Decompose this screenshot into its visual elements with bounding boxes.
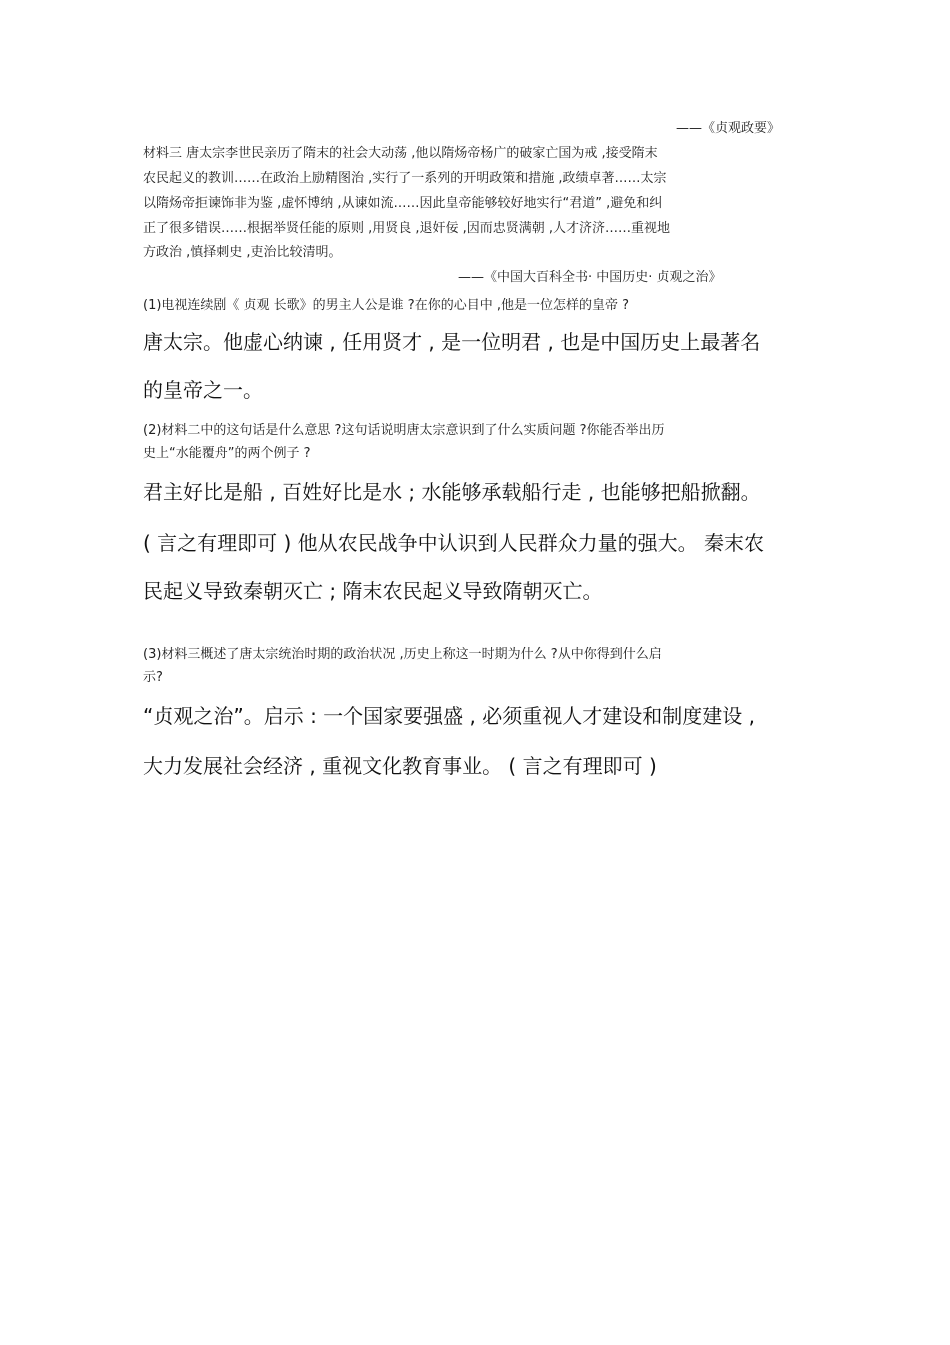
material-line: 正了很多错误……根据举贤任能的原则 ,用贤良 ,退奸佞 ,因而忠贤满朝 ,人才济济……重视地 (143, 221, 671, 236)
question-text: (3)材料三概述了唐太宗统治时期的政治状况 ,历史上称这一时期为什么 ?从中你得到什么启 (143, 647, 662, 662)
question-text: (2)材料二中的这句话是什么意思 ?这句话说明唐太宗意识到了什么实质问题 ?你能否举出历 (143, 423, 665, 438)
question-text: 史上“水能覆舟”的两个例子 ? (143, 446, 311, 461)
material-line: 材料三 唐太宗李世民亲历了隋末的社会大动荡 ,他以隋炀帝杨广的破家亡国为戒 ,接受隋末 (143, 146, 658, 161)
source-citation-zhenguan-zhengyao: ——《贞观政要》 (676, 121, 781, 136)
answer-line: ( 言之有理即可 ) 他从农民战争中认识到人民群众力量的强大。 秦末农 (143, 531, 765, 555)
answer-line: 民起义导致秦朝灭亡 ; 隋末农民起义导致隋朝灭亡。 (143, 579, 603, 603)
answer-line: 唐太宗。他虚心纳谏 , 任用贤才 , 是一位明君 , 也是中国历史上最著名 (143, 330, 761, 354)
answer-line: “贞观之治”。启示 : 一个国家要强盛 , 必须重视人才建设和制度建设 , (143, 704, 755, 728)
source-citation-encyclopedia: ——《中国大百科全书· 中国历史· 贞观之治》 (458, 270, 722, 285)
answer-line: 大力发展社会经济 , 重视文化教育事业。 ( 言之有理即可 ) (143, 754, 657, 778)
answer-line: 的皇帝之一。 (143, 378, 263, 402)
material-line: 方政治 ,慎择刺史 ,吏治比较清明。 (143, 245, 342, 260)
material-line: 农民起义的教训……在政治上励精图治 ,实行了一系列的开明政策和措施 ,政绩卓著……太宗 (143, 171, 667, 186)
material-line: 以隋炀帝拒谏饰非为鉴 ,虚怀博纳 ,从谏如流……因此皇帝能够较好地实行“君道” ,避免和纠 (143, 196, 663, 211)
question-text: (1)电视连续剧《 贞观 长歌》的男主人公是谁 ?在你的心目中 ,他是一位怎样的皇帝 ? (143, 298, 630, 313)
answer-line: 君主好比是船 , 百姓好比是水 ; 水能够承载船行走 , 也能够把船掀翻。 (143, 480, 761, 504)
question-text: 示? (143, 670, 163, 685)
